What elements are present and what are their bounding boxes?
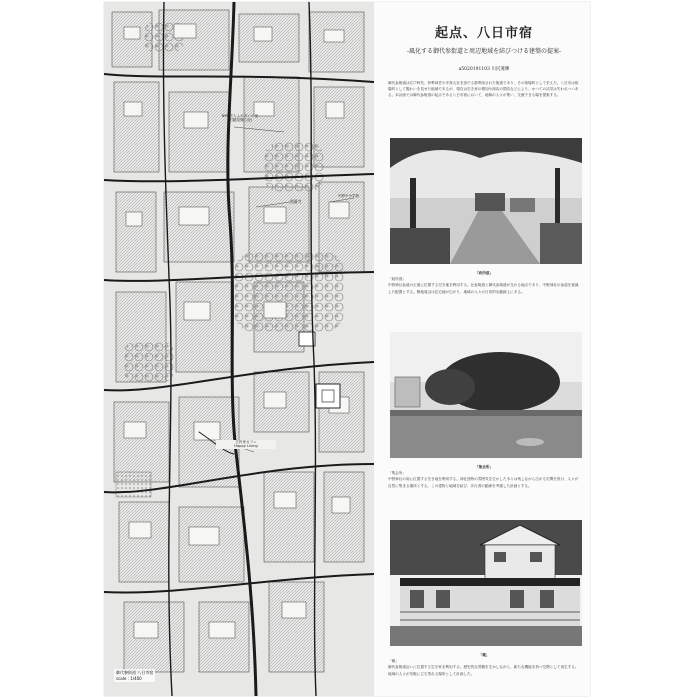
map-caption bbox=[114, 669, 155, 682]
intro-text: 御代参街道は江戸時代、伊勢神宮や多賀大社を詣でる際利用された街道であり、その宿場町として栄えた。八日市は宿場町として賑わいを見せた地域であるが、現在は空き家の増加や商店の閉店などにより、かつての活気は失われつつある。本計画では御代参街道の起点である八日市宿において、地域の人々が集い、交流できる場を提案する。 bbox=[388, 81, 579, 98]
para-shukaisho bbox=[388, 464, 580, 489]
para-kura bbox=[388, 652, 580, 677]
para-shukaisho-body: 「集会所」 中野神社の南に位置する空き地を利用する。神社独特の雰囲気を生かした木々は残しながら広がる空間を設け、人々が自然に集まる場所とする。この建物と地域を結び、歩行者の動線を考慮した計画とする。 bbox=[388, 471, 579, 488]
map-label-npo-text: NPO法人ふれあいの里 (旧鍵屋麹工房) bbox=[221, 114, 259, 123]
photo1-caption: 「政所邸」 bbox=[475, 271, 493, 275]
map-drawing bbox=[104, 2, 374, 696]
para-kura-body: 「蔵」 御代参街道沿いに位置する空き家を利用する。歴史的な景観を生かしながら、新たな機能を持つ空間として再生する。地域の人々が気軽に立ち寄れる場所として計画した。 bbox=[388, 659, 579, 676]
photo3-caption: 「蔵」 bbox=[478, 653, 490, 657]
photo-shrine-approach bbox=[390, 138, 582, 264]
map-label-cafe: 古民家カフェ Happy Living bbox=[216, 440, 276, 449]
photo-storehouse bbox=[390, 520, 582, 646]
map-label-school: 中野中小学校 bbox=[338, 194, 359, 198]
poster-title: 起点、八日市宿 bbox=[434, 26, 533, 41]
para-mandokoro bbox=[388, 270, 580, 295]
map-caption-title: 御代参街道 八日市宿 bbox=[116, 670, 154, 675]
para-mandokoro-body: 「政所邸」 中野神社参道の正面に位置する空き地を利用する。社参街道と御代参街道が交わる地点であり、中野神社の参道を意識した配置とする。敷地周辺は住宅地が広がり、地域の人々の日常的な動線上にある。 bbox=[388, 277, 579, 294]
poster-sheet bbox=[104, 2, 590, 696]
site-map bbox=[104, 2, 374, 696]
poster-author: a5020191103 川尻蓮輝 bbox=[458, 67, 510, 72]
text-column bbox=[378, 2, 590, 696]
poster-subtitle: -風化する御代参街道と周辺地域を結びつける建築の提案- bbox=[406, 48, 562, 55]
map-label-temple: 照蓮寺 bbox=[290, 199, 302, 204]
photo-vacant-lot bbox=[390, 332, 582, 458]
map-scale: scale : 1/400 bbox=[116, 676, 142, 681]
photo2-caption: 「集会所」 bbox=[475, 465, 493, 469]
